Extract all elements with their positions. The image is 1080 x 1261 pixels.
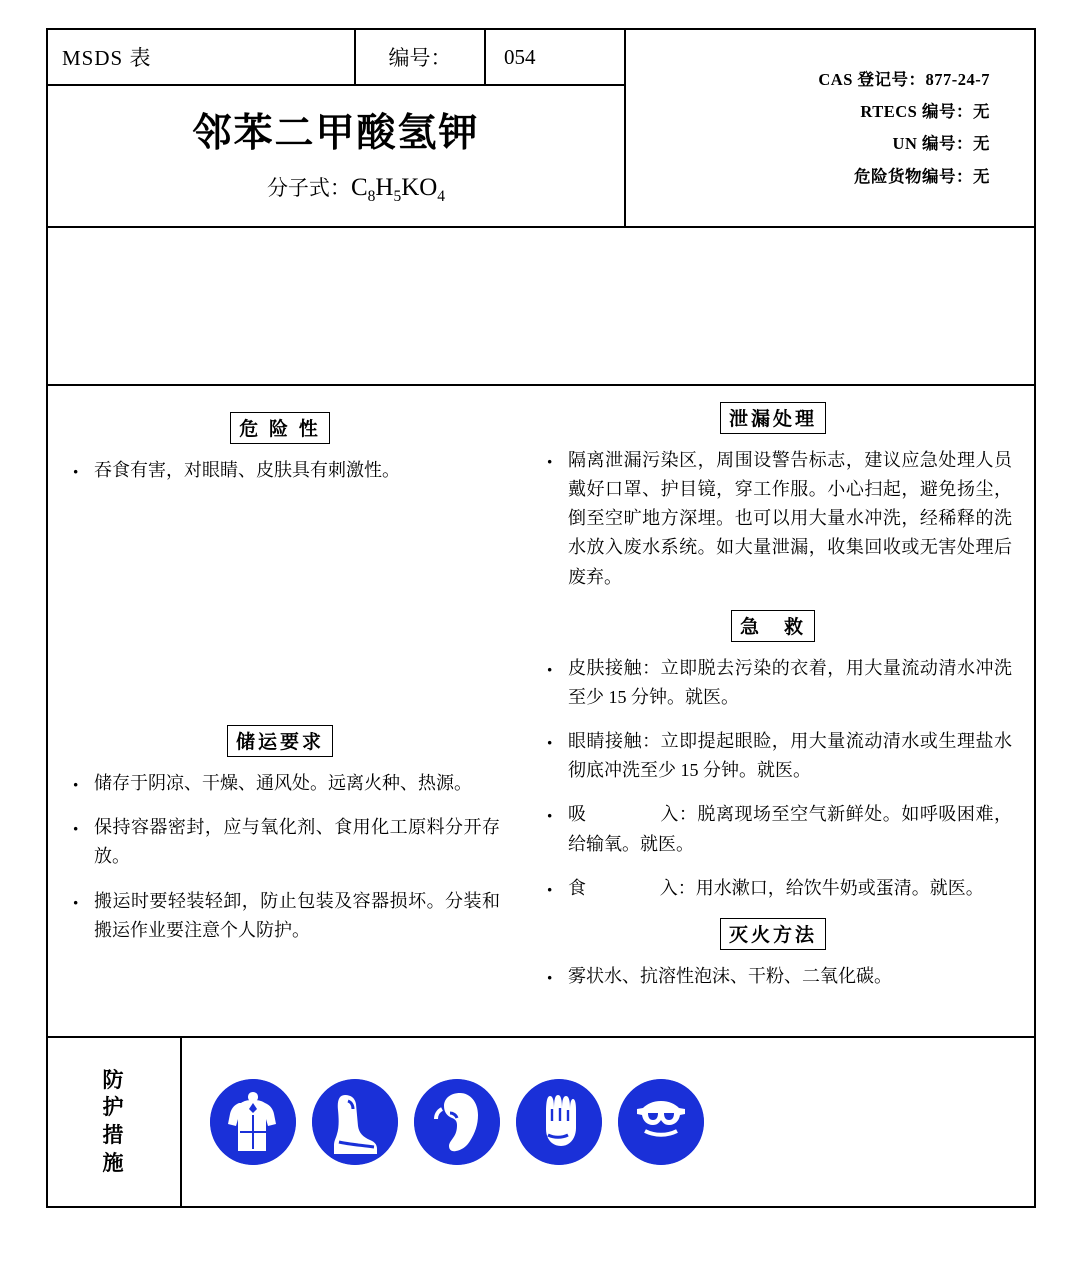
hazard-list <box>60 456 500 485</box>
number-value: 054 <box>504 44 536 69</box>
firstaid-text: ：立即脱去污染的衣着，用大量流动清水冲洗至少 15 分钟。就医。 <box>568 657 1013 707</box>
right-column <box>516 386 1034 1036</box>
firstaid-lead: 吸 <box>568 804 586 825</box>
leak-section-title <box>534 402 1012 434</box>
protection-label: 防护措施 <box>102 1067 126 1175</box>
storage-list <box>60 769 500 945</box>
fire-section-title <box>534 918 1012 950</box>
msds-sheet <box>46 28 1036 1208</box>
fire-list <box>534 962 1012 991</box>
protective-gloves-icon <box>516 1079 602 1165</box>
list-item <box>534 800 1012 858</box>
protection-label-cell <box>48 1038 182 1206</box>
list-item <box>534 654 1012 712</box>
number-label: 编号： <box>356 30 486 84</box>
safety-boots-icon <box>312 1079 398 1165</box>
leak-title-text: 泄漏处理 <box>720 402 826 434</box>
firstaid-text: ：用水漱口，给饮牛奶或蛋清。就医。 <box>677 877 984 898</box>
firstaid-list <box>534 654 1012 903</box>
identifier-block <box>626 30 1034 226</box>
molecular-formula: $C_8H_5KO_4$ <box>350 174 446 205</box>
list-item: · 吞食有害，对眼睛、皮肤具有刺激性。 <box>60 456 500 485</box>
un-number: UN 编号：无 <box>892 134 990 154</box>
header-top-line <box>48 30 624 86</box>
firstaid-lead: 眼睛接触 <box>568 731 643 752</box>
firstaid-lead-2: 入 <box>659 877 678 898</box>
storage-section-title <box>60 725 500 757</box>
body-row <box>48 386 1034 1038</box>
list-item: · 储存于阴凉、干燥、通风处。远离火种、热源。 <box>60 769 500 798</box>
cas-number: CAS 登记号：877-24-7 <box>818 70 990 89</box>
header-left <box>48 30 626 226</box>
firstaid-section-title <box>534 610 1012 642</box>
firstaid-lead-2: 入 <box>659 804 679 825</box>
hazard-section-title <box>60 412 500 444</box>
rtecs-number: RTECS 编号：无 <box>860 102 990 122</box>
header-row <box>48 30 1034 228</box>
dangerous-goods-number: 危险货物编号：无 <box>854 166 990 186</box>
formula-label: 分子式： <box>266 176 351 200</box>
firstaid-title-text: 急 救 <box>731 610 815 642</box>
chemical-name: 邻苯二甲酸氢钾 <box>192 112 480 155</box>
safety-goggles-icon <box>618 1079 704 1165</box>
firstaid-lead: 皮肤接触 <box>568 657 643 678</box>
formula-line <box>48 172 624 206</box>
chemical-name-block <box>48 86 624 226</box>
list-item: · 搬运时要轻装轻卸，防止包装及容器损坏。分装和搬运作业要注意个人防护。 <box>60 887 500 945</box>
list-item: · 隔离泄漏污染区，周围设警告标志，建议应急处理人员戴好口罩、护目镜，穿工作服。小心扫起，避免扬尘，倒至空旷地方深埋。也可以用大量水冲洗，经稀释的洗水放入废水系统。如大量泄漏，收集回收或无害处理后废弃。 <box>534 446 1012 592</box>
list-item <box>534 727 1012 785</box>
blank-band <box>48 228 1034 386</box>
respirator-mask-icon <box>414 1079 500 1165</box>
form-label: MSDS 表 <box>48 30 356 84</box>
fire-title-text: 灭火方法 <box>720 918 826 950</box>
protection-icons <box>182 1038 1034 1206</box>
leak-list <box>534 446 1012 592</box>
hazard-title-text: 危 险 性 <box>230 412 330 444</box>
protection-row <box>48 1038 1034 1206</box>
left-column <box>48 386 516 1036</box>
list-item: · 雾状水、抗溶性泡沫、干粉、二氧化碳。 <box>534 962 1012 991</box>
list-item <box>534 874 1012 903</box>
list-item: · 保持容器密封，应与氧化剂、食用化工原料分开存放。 <box>60 813 500 871</box>
protective-clothing-icon <box>210 1079 296 1165</box>
firstaid-text: ：立即提起眼睑，用大量流动清水或生理盐水彻底冲洗至少 15 分钟。就医。 <box>568 731 1013 781</box>
storage-title-text: 储运要求 <box>227 725 333 757</box>
firstaid-lead: 食 <box>568 877 586 898</box>
firstaid-text: ：脱离现场至空气新鲜处。如呼吸困难，给输氧。就医。 <box>568 804 1013 854</box>
